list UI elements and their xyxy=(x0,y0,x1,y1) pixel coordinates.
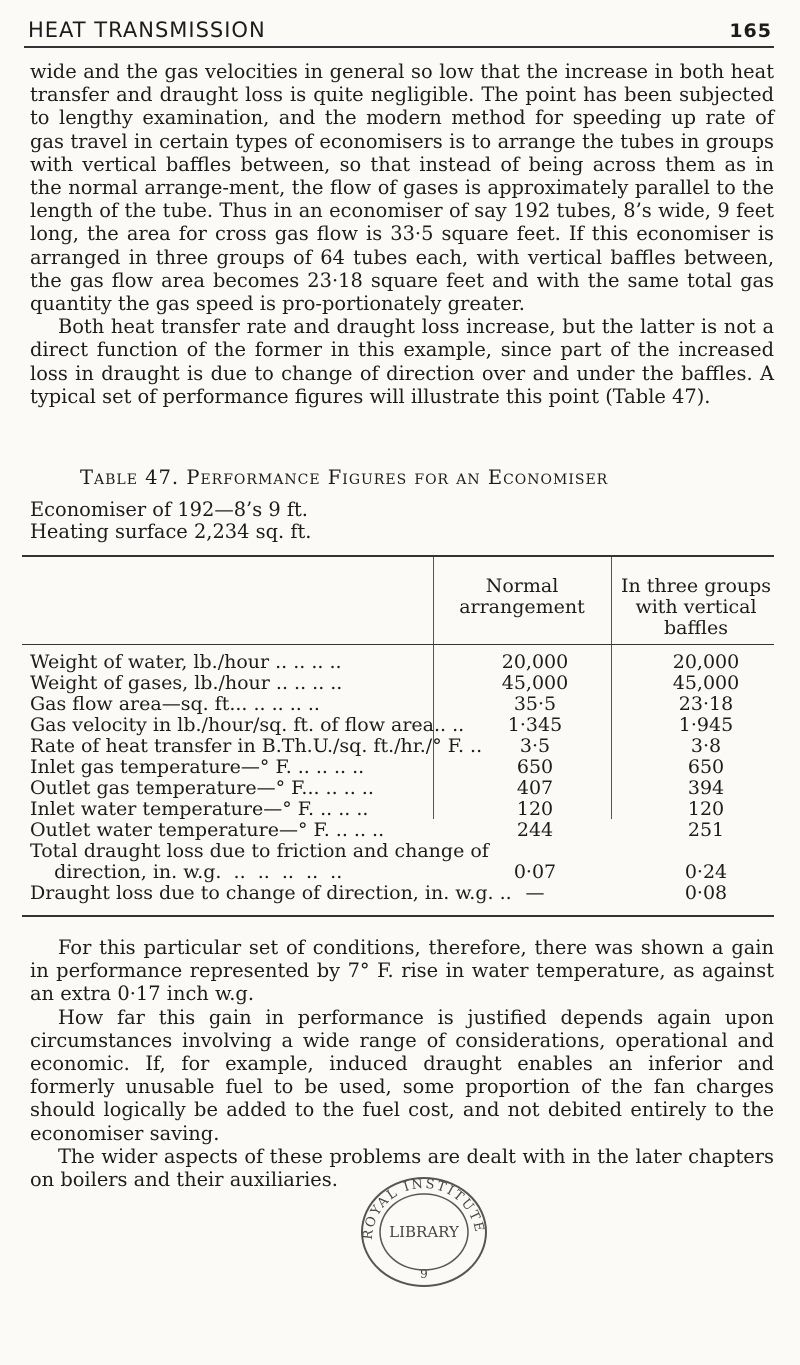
value-normal: 3·5 xyxy=(519,735,551,757)
column-header-grouped xyxy=(616,576,776,639)
table-note: Economiser of 192—8’s 9 ft. xyxy=(30,498,308,521)
value-normal: 35·5 xyxy=(513,693,557,715)
value-normal: 0·07 xyxy=(513,861,557,883)
running-head xyxy=(28,8,772,42)
value-grouped: 3·8 xyxy=(690,735,722,757)
value-grouped: 0·24 xyxy=(684,861,728,883)
table-note: Heating surface 2,234 sq. ft. xyxy=(30,520,312,543)
table-row xyxy=(30,715,774,736)
value-grouped: 23·18 xyxy=(678,693,734,715)
stamp-arc-text: ROYAL INSTITUTE xyxy=(360,1176,487,1241)
table-caption: Table 47. Performance Figures for an Economiser xyxy=(80,466,609,489)
column-header-line: arrangement xyxy=(459,596,585,618)
row-label: Weight of water, lb./hour .. .. .. .. xyxy=(30,651,342,673)
row-label: Outlet water temperature—° F. .. .. .. xyxy=(30,819,385,841)
body-text-top xyxy=(30,60,774,408)
header-rule xyxy=(24,46,774,48)
value-grouped: 1·945 xyxy=(678,714,734,736)
table-row xyxy=(30,652,774,673)
value-normal: 45,000 xyxy=(501,672,569,694)
row-label: Gas velocity in lb./hour/sq. ft. of flow area.. .. xyxy=(30,714,465,736)
paragraph: wide and the gas velocities in general so low that the increase in both heat transfer and draught loss is quite negligible. The point has been subjected to lengthy examination, and the modern method for speeding up rate of gas travel in certain types of economisers is to arrange the tubes in groups with vertical baffles between, so that instead of being across them as in the normal arrange-ment, the flow of gases is approximately parallel to the length of the tube. Thus in an economiser of say 192 tubes, 8’s wide, 9 feet long, the area for cross gas flow is 33·5 square feet. If this economiser is arranged in three groups of 64 tubes each, with vertical baffles between, the gas flow area becomes 23·18 square feet and with the same total gas quantity the gas speed is pro-portionately greater. xyxy=(30,60,774,316)
table-row xyxy=(30,778,774,799)
column-header-line: Normal xyxy=(485,575,559,597)
stamp-bottom-text: 9 xyxy=(420,1267,428,1281)
library-stamp xyxy=(354,1170,494,1290)
running-title: HEAT TRANSMISSION xyxy=(28,18,266,42)
table-row xyxy=(30,736,774,757)
table-row xyxy=(30,862,774,883)
row-label: Draught loss due to change of direction, in. w.g. .. xyxy=(30,882,512,904)
value-normal: 120 xyxy=(516,798,554,820)
paragraph: The wider aspects of these problems are dealt with in the later chapters on boilers and their auxiliaries. xyxy=(30,1144,774,1192)
stamp-center-text: LIBRARY xyxy=(389,1223,459,1241)
table-row xyxy=(30,673,774,694)
page-number: 165 xyxy=(729,20,772,42)
table-bottom-rule xyxy=(22,915,774,917)
row-label: Inlet gas temperature—° F. .. .. .. .. xyxy=(30,756,365,778)
table-row xyxy=(30,883,774,904)
value-normal: 244 xyxy=(516,819,554,841)
value-normal: — xyxy=(525,882,545,904)
table-top-rule xyxy=(22,555,774,557)
table-row xyxy=(30,757,774,778)
value-grouped: 251 xyxy=(687,819,725,841)
body-text-bottom xyxy=(30,936,774,1191)
paragraph: For this particular set of conditions, therefore, there was shown a gain in performance represented by 7° F. rise in water temperature, as against an extra 0·17 inch w.g. xyxy=(30,936,774,1006)
row-label: Inlet water temperature—° F. .. .. .. xyxy=(30,798,369,820)
value-normal: 1·345 xyxy=(507,714,563,736)
table-row xyxy=(30,820,774,841)
value-grouped: 394 xyxy=(687,777,725,799)
row-label: Outlet gas temperature—° F... .. .. .. xyxy=(30,777,374,799)
table-row xyxy=(30,799,774,820)
value-grouped: 650 xyxy=(687,756,725,778)
column-header-line: In three groups xyxy=(620,575,772,597)
column-header-line: with vertical xyxy=(635,596,757,618)
column-header-normal xyxy=(440,576,604,618)
table-row xyxy=(30,694,774,715)
row-label: Rate of heat transfer in B.Th.U./sq. ft./hr./° F. .. xyxy=(30,735,483,757)
value-normal: 407 xyxy=(516,777,554,799)
row-label: Total draught loss due to friction and change of xyxy=(30,840,489,862)
value-normal: 650 xyxy=(516,756,554,778)
column-header-line: baffles xyxy=(663,617,729,639)
paragraph: How far this gain in performance is justified depends again upon circumstances involving a wide range of considerations, operational and economic. If, for example, induced draught enables an inferior and formerly unusable fuel to be used, some proportion of the fan charges should logically be added to the fuel cost, and not debited entirely to the economiser saving. xyxy=(30,1005,774,1145)
table-header-rule xyxy=(22,644,774,645)
value-grouped: 20,000 xyxy=(672,651,740,673)
row-label: direction, in. w.g. .. .. .. .. .. xyxy=(30,861,343,883)
value-grouped: 120 xyxy=(687,798,725,820)
value-normal: 20,000 xyxy=(501,651,569,673)
value-grouped: 45,000 xyxy=(672,672,740,694)
paragraph: Both heat transfer rate and draught loss increase, but the latter is not a direct function of the former in this example, since part of the increased loss in draught is due to change of direction over and under the baffles. A typical set of performance figures will illustrate this point (Table 47). xyxy=(30,315,774,408)
table-row xyxy=(30,841,774,862)
row-label: Gas flow area—sq. ft... .. .. .. .. xyxy=(30,693,320,715)
value-grouped: 0·08 xyxy=(684,882,728,904)
row-label: Weight of gases, lb./hour .. .. .. .. xyxy=(30,672,343,694)
